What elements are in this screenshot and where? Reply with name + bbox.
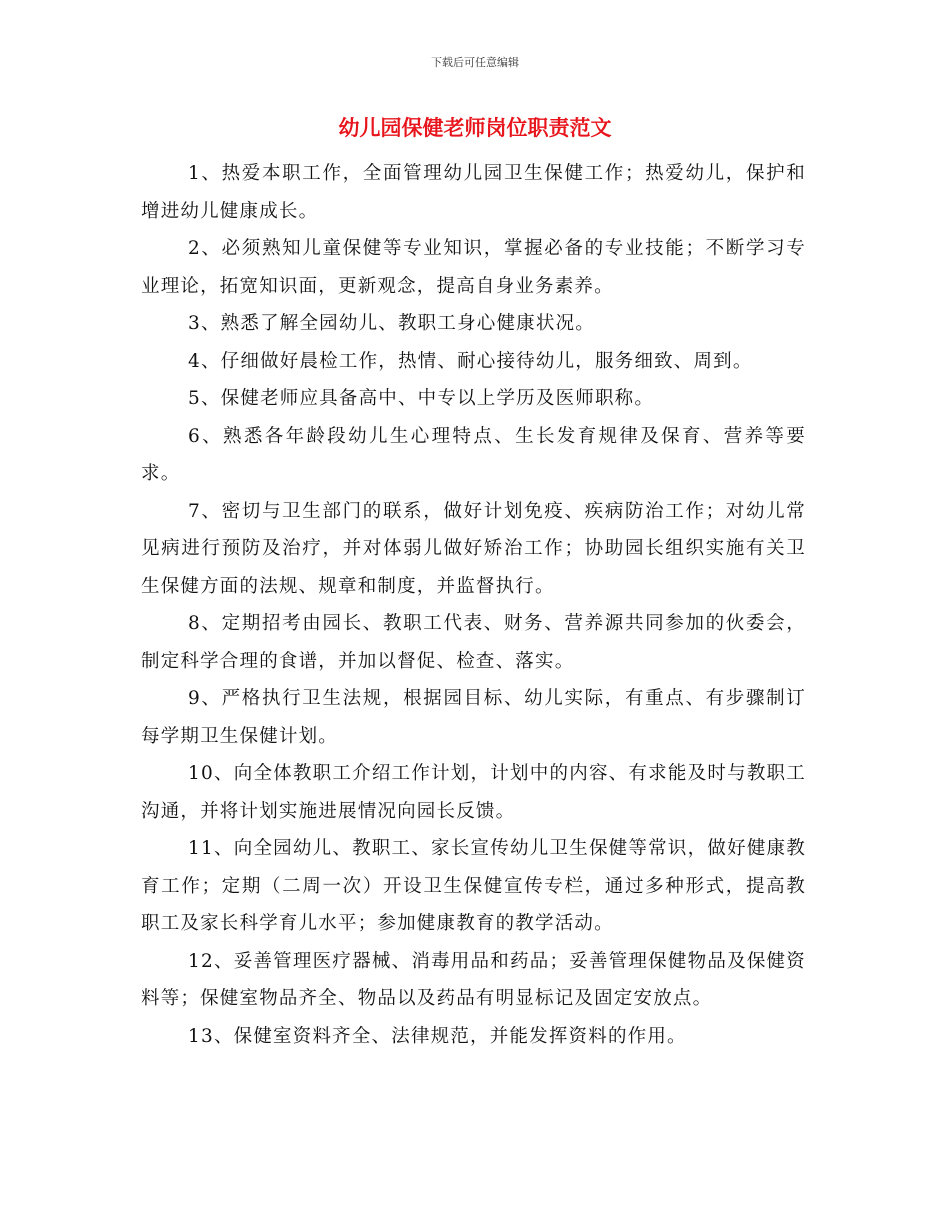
paragraph-8: 8、定期招考由园长、教职工代表、财务、营养源共同参加的伙委会，制定科学合理的食谱，并加以督促、检查、落实。 xyxy=(141,613,806,672)
paragraph-11: 11、向全园幼儿、教职工、家长宣传幼儿卫生保健等常识，做好健康教育工作；定期（二周一次）开设卫生保健宣传专栏，通过多种形式，提高教职工及家长科学育儿水平；参加健康教育的教学活动。 xyxy=(141,838,806,934)
document-body xyxy=(141,155,806,1055)
paragraph-1: 1、热爱本职工作，全面管理幼儿园卫生保健工作；热爱幼儿，保护和增进幼儿健康成长。 xyxy=(141,163,806,222)
paragraph-4: 4、仔细做好晨检工作，热情、耐心接待幼儿，服务细致、周到。 xyxy=(188,350,753,372)
paragraph-7: 7、密切与卫生部门的联系，做好计划免疫、疾病防治工作；对幼儿常见病进行预防及治疗，并对体弱儿做好矫治工作；协助园长组织实施有关卫生保健方面的法规、规章和制度，并监督执行。 xyxy=(141,500,806,597)
paragraph-12: 12、妥善管理医疗器械、消毒用品和药品；妥善管理保健物品及保健资料等；保健室物品齐全、物品以及药品有明显标记及固定安放点。 xyxy=(141,950,806,1009)
document-title: 幼儿园保健老师岗位职责范文 xyxy=(338,116,612,140)
paragraph-6: 6、熟悉各年龄段幼儿生心理特点、生长发育规律及保育、营养等要求。 xyxy=(141,425,806,484)
paragraph-10: 10、向全体教职工介绍工作计划，计划中的内容、有求能及时与教职工沟通，并将计划实施进展情况向园长反馈。 xyxy=(141,763,806,822)
paragraph-2: 2、必须熟知儿童保健等专业知识，掌握必备的专业技能；不断学习专业理论，拓宽知识面，更新观念，提高自身业务素养。 xyxy=(141,238,806,297)
page-header-note: 下载后可任意编辑 xyxy=(431,56,519,69)
paragraph-5: 5、保健老师应具备高中、中专以上学历及医师职称。 xyxy=(188,388,655,409)
paragraph-13: 13、保健室资料齐全、法律规范，并能发挥资料的作用。 xyxy=(188,1025,687,1047)
paragraph-3: 3、熟悉了解全园幼儿、教职工身心健康状况。 xyxy=(188,313,595,334)
paragraph-9: 9、严格执行卫生法规，根据园目标、幼儿实际，有重点、有步骤制订每学期卫生保健计划。 xyxy=(141,688,806,747)
